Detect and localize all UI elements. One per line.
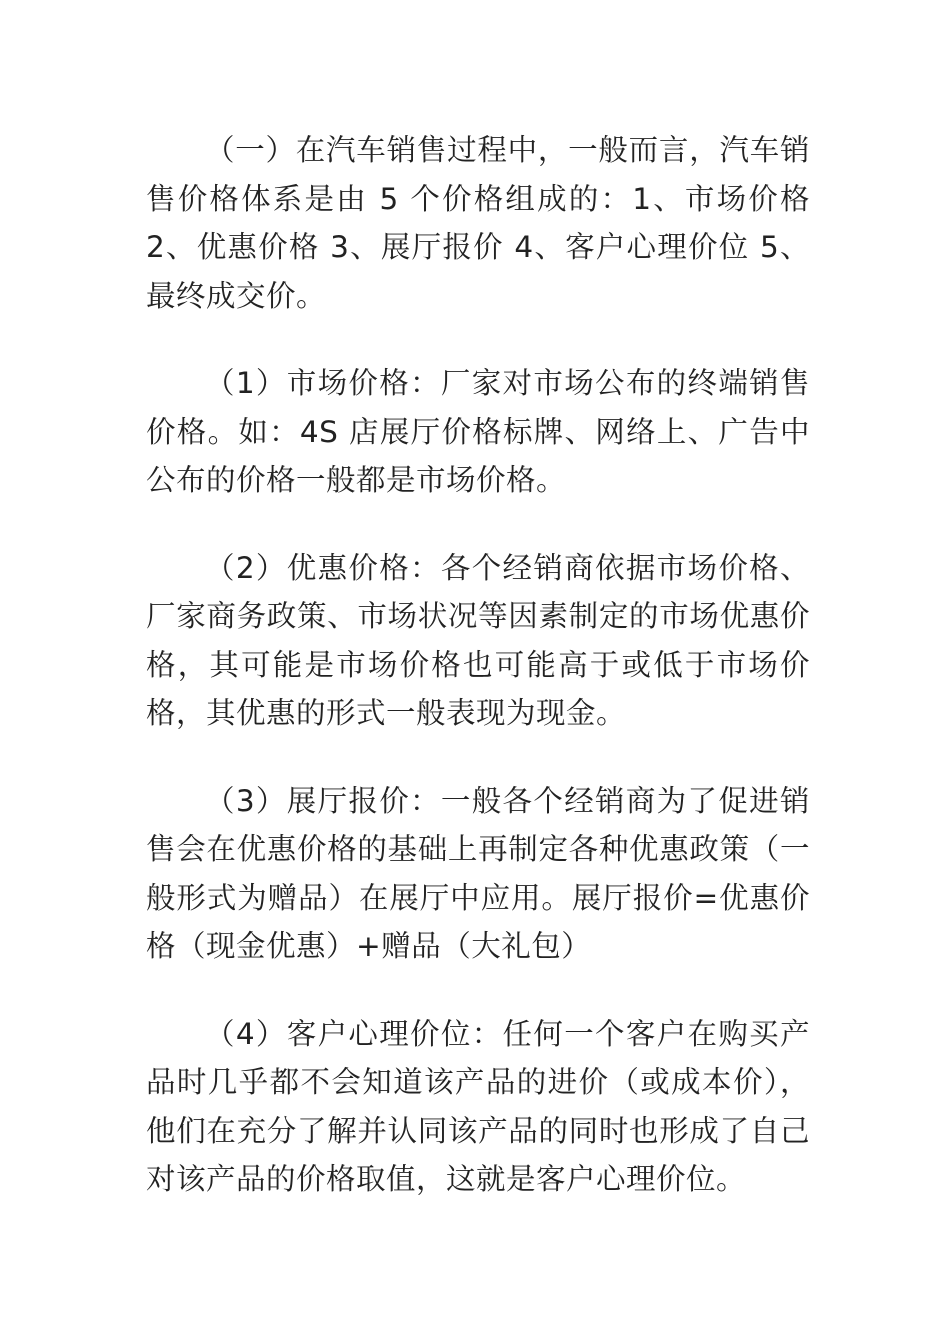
paragraph-discount-price: （2）优惠价格：各个经销商依据市场价格、厂家商务政策、市场状况等因素制定的市场优惠价格，其可能是市场价格也可能高于或低于市场价格，其优惠的形式一般表现为现金。 [146, 550, 810, 730]
document-body [146, 126, 810, 1204]
paragraph-price-system-intro: （一）在汽车销售过程中，一般而言，汽车销售价格体系是由 5 个价格组成的：1、市场价格 2、优惠价格 3、展厅报价 4、客户心理价位 5、最终成交价。 [146, 133, 810, 313]
paragraph-market-price: （1）市场价格：厂家对市场公布的终端销售价格。如：4S 店展厅价格标牌、网络上、广告中公布的价格一般都是市场价格。 [146, 366, 810, 497]
paragraph-showroom-quote: （3）展厅报价：一般各个经销商为了促进销售会在优惠价格的基础上再制定各种优惠政策（一般形式为赠品）在展厅中应用。展厅报价=优惠价格（现金优惠）+赠品（大礼包） [146, 783, 810, 963]
paragraph-customer-expected-price: （4）客户心理价位：任何一个客户在购买产品时几乎都不会知道该产品的进价（或成本价），他们在充分了解并认同该产品的同时也形成了自己对该产品的价格取值，这就是客户心理价位。 [146, 1016, 810, 1196]
